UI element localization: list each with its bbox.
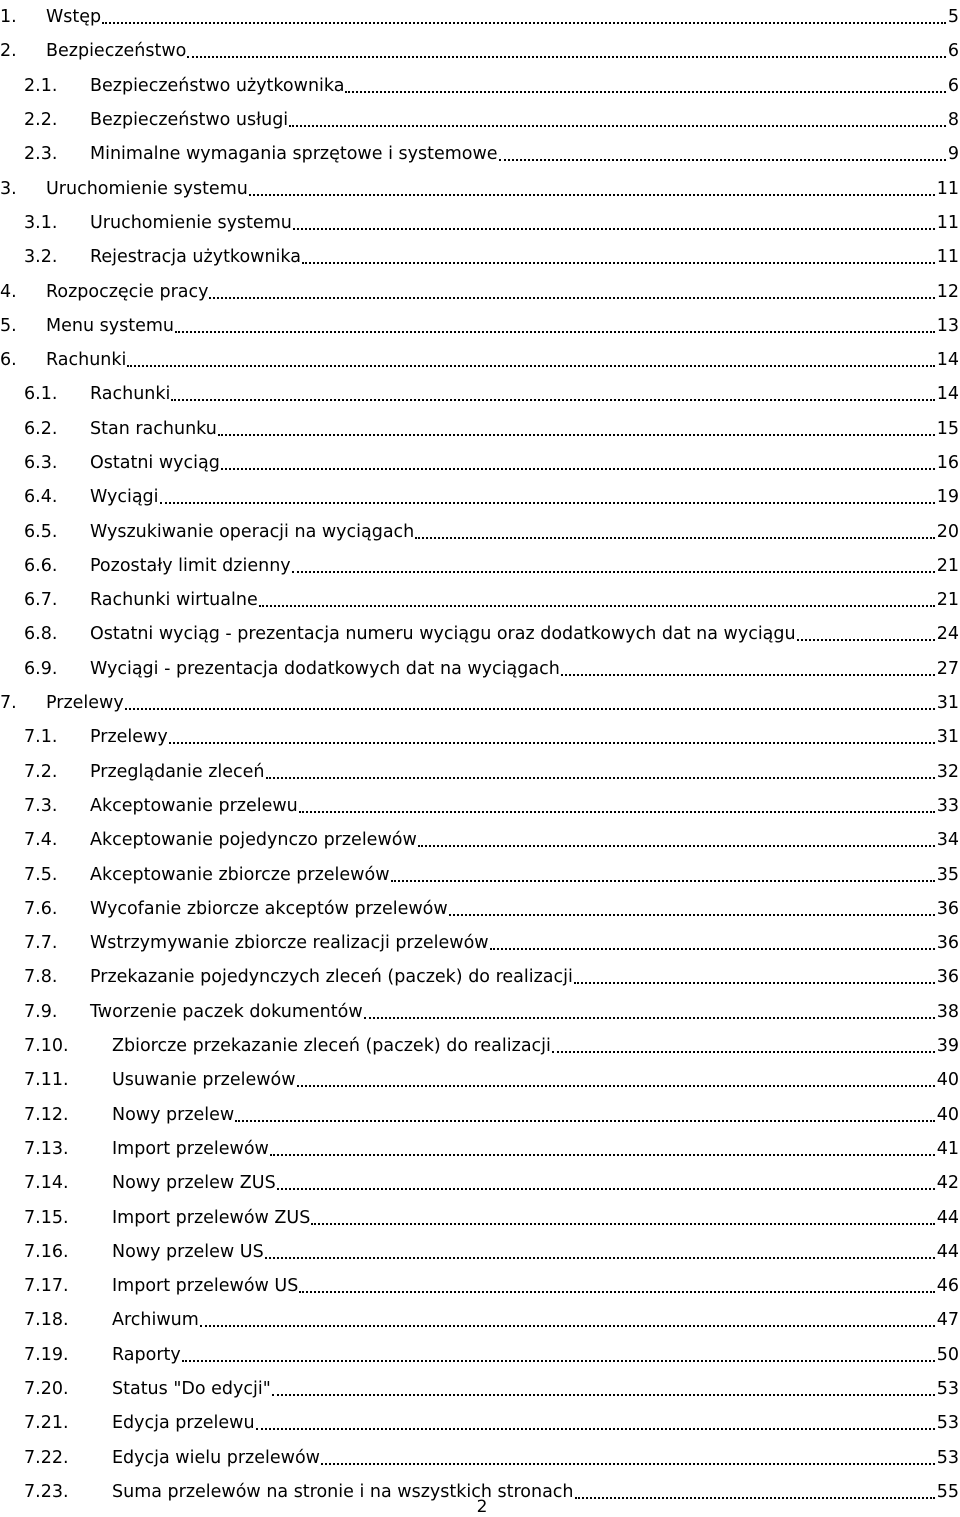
toc-dot-leader (160, 487, 935, 507)
toc-dot-leader (277, 1173, 935, 1193)
toc-entry-number: 7.19. (24, 1344, 69, 1365)
toc-entry[interactable] (0, 926, 960, 960)
toc-entry-title: Rachunki wirtualne (90, 590, 258, 611)
toc-entry[interactable] (0, 549, 960, 583)
toc-entry-number: 1. (0, 7, 17, 28)
toc-entry[interactable] (0, 1235, 960, 1269)
toc-entry-number: 7.16. (24, 1241, 69, 1262)
toc-dot-leader (175, 316, 935, 336)
toc-dot-leader (302, 247, 935, 267)
toc-entry-number: 7.1. (24, 727, 58, 748)
toc-entry[interactable] (0, 583, 960, 617)
toc-dot-leader (187, 41, 946, 61)
toc-dot-leader (102, 7, 946, 27)
toc-entry-title: Akceptowanie pojedynczo przelewów (90, 830, 417, 851)
toc-entry-page: 40 (936, 1104, 959, 1125)
toc-entry-title: Bezpieczeństwo usługi (90, 110, 289, 131)
toc-dot-leader (292, 556, 935, 576)
toc-entry-title: Archiwum (112, 1310, 199, 1331)
toc-entry-number: 7.9. (24, 1001, 58, 1022)
toc-dot-leader (169, 727, 935, 747)
toc-entry-page: 16 (936, 453, 959, 473)
toc-dot-leader (289, 110, 946, 130)
toc-entry-number: 6.2. (24, 418, 58, 439)
toc-entry-title: Menu systemu (46, 315, 174, 336)
toc-entry-number: 2.3. (24, 144, 58, 165)
toc-entry-number: 7.13. (24, 1138, 69, 1159)
toc-dot-leader (499, 144, 946, 164)
toc-entry-page: 35 (936, 864, 959, 885)
toc-dot-leader (797, 624, 935, 644)
toc-dot-leader (221, 453, 935, 473)
toc-entry[interactable] (0, 446, 960, 480)
toc-dot-leader (415, 522, 934, 542)
toc-entry-title: Ostatni wyciąg (90, 453, 220, 473)
toc-entry-number: 6.5. (24, 521, 58, 542)
toc-entry[interactable] (0, 171, 960, 205)
toc-entry-title: Raporty (112, 1344, 181, 1365)
toc-entry-number: 7.12. (24, 1104, 69, 1125)
toc-entry-page: 36 (936, 933, 959, 954)
toc-entry-number: 6.8. (24, 624, 58, 645)
toc-dot-leader (293, 213, 935, 233)
toc-entry-page: 39 (936, 1036, 959, 1057)
toc-entry-number: 7.17. (24, 1276, 69, 1297)
toc-entry-page: 40 (936, 1070, 959, 1091)
toc-entry-title: Akceptowanie przelewu (90, 795, 298, 816)
toc-entry-number: 7.22. (24, 1447, 69, 1468)
toc-entry-number: 5. (0, 315, 17, 336)
toc-dot-leader (259, 590, 935, 610)
toc-entry-number: 6.4. (24, 487, 58, 508)
toc-dot-leader (272, 1379, 935, 1399)
toc-entry-page: 32 (936, 761, 959, 782)
toc-entry-page: 6 (947, 75, 959, 96)
toc-entry[interactable] (0, 1063, 960, 1097)
toc-entry[interactable] (0, 309, 960, 343)
toc-entry[interactable] (0, 1132, 960, 1166)
toc-entry-number: 7.5. (24, 864, 58, 885)
toc-entry-page: 36 (936, 898, 959, 919)
toc-entry-page: 13 (936, 315, 959, 336)
toc-dot-leader (364, 1002, 935, 1022)
toc-entry-number: 7.7. (24, 933, 58, 954)
toc-entry-page: 21 (936, 555, 959, 576)
toc-entry-page: 15 (936, 418, 959, 439)
toc-dot-leader (449, 899, 935, 919)
toc-entry-number: 7.2. (24, 761, 58, 782)
toc-entry-page: 53 (936, 1413, 959, 1434)
toc-entry-page: 41 (936, 1138, 959, 1159)
toc-entry-page: 34 (936, 830, 959, 851)
toc-dot-leader (299, 1276, 934, 1296)
toc-entry-number: 7.14. (24, 1173, 69, 1194)
toc-entry-number: 7.20. (24, 1379, 69, 1400)
toc-entry-number: 6. (0, 350, 17, 371)
toc-entry-page: 27 (936, 658, 959, 679)
toc-entry-number: 7.23. (24, 1481, 69, 1502)
toc-entry-page: 9 (947, 144, 959, 165)
toc-entry-page: 11 (936, 247, 959, 268)
toc-entry-page: 11 (936, 212, 959, 233)
toc-entry-number: 7.10. (24, 1036, 69, 1057)
toc-entry-page: 44 (936, 1241, 959, 1262)
toc-dot-leader (125, 693, 935, 713)
toc-entry-title: Przeglądanie zleceń (90, 761, 265, 782)
toc-entry[interactable] (0, 652, 960, 686)
toc-entry[interactable] (0, 1303, 960, 1337)
page-number: 2 (476, 1497, 488, 1517)
toc-entry-title: Nowy przelew ZUS (112, 1173, 276, 1194)
toc-entry[interactable] (0, 137, 960, 171)
toc-dot-leader (266, 762, 935, 782)
toc-entry-number: 3.1. (24, 212, 58, 233)
toc-entry-title: Wyciągi - prezentacja dodatkowych dat na wyciągach (90, 658, 560, 679)
toc-dot-leader (552, 1036, 935, 1056)
toc-entry[interactable] (0, 1440, 960, 1474)
toc-entry-page: 6 (947, 41, 959, 62)
toc-entry[interactable] (0, 686, 960, 720)
toc-entry[interactable] (0, 377, 960, 411)
toc-entry-title: Uruchomienie systemu (46, 178, 248, 199)
toc-entry-number: 3.2. (24, 247, 58, 268)
toc-entry-title: Rejestracja użytkownika (90, 247, 301, 268)
toc-entry-number: 6.3. (24, 453, 58, 473)
toc-dot-leader (171, 384, 934, 404)
toc-entry-title: Import przelewów (112, 1138, 269, 1159)
toc-entry[interactable] (0, 240, 960, 274)
toc-entry-page: 20 (936, 521, 959, 542)
toc-entry-title: Import przelewów ZUS (112, 1207, 311, 1228)
toc-entry-number: 6.1. (24, 384, 58, 405)
toc-dot-leader (321, 1448, 935, 1468)
toc-entry[interactable] (0, 206, 960, 240)
toc-entry[interactable] (0, 789, 960, 823)
toc-entry[interactable] (0, 823, 960, 857)
toc-entry-page: 46 (936, 1276, 959, 1297)
toc-entry[interactable] (0, 1166, 960, 1200)
toc-entry-page: 5 (947, 7, 959, 28)
toc-entry[interactable] (0, 1029, 960, 1063)
toc-entry-title: Suma przelewów na stronie i na wszystkich stronach (112, 1481, 574, 1502)
toc-entry-title: Nowy przelew US (112, 1241, 264, 1262)
toc-entry[interactable] (0, 1269, 960, 1303)
toc-entry-title: Stan rachunku (90, 418, 217, 439)
toc-entry-number: 7.4. (24, 830, 58, 851)
toc-dot-leader (391, 865, 935, 885)
toc-entry-page: 53 (936, 1379, 959, 1400)
toc-entry[interactable] (0, 343, 960, 377)
toc-entry-title: Status "Do edycji" (112, 1379, 271, 1400)
toc-entry[interactable] (0, 1372, 960, 1406)
toc-entry-page: 14 (936, 350, 959, 371)
toc-entry-title: Pozostały limit dzienny (90, 555, 291, 576)
toc-entry-title: Tworzenie paczek dokumentów (90, 1001, 363, 1022)
toc-entry-title: Bezpieczeństwo użytkownika (90, 75, 345, 96)
toc-entry-title: Nowy przelew (112, 1104, 235, 1125)
toc-entry[interactable] (0, 69, 960, 103)
toc-entry[interactable] (0, 1200, 960, 1234)
toc-entry-number: 2. (0, 41, 17, 62)
toc-entry-title: Ostatni wyciąg - prezentacja numeru wyciągu oraz dodatkowych dat na wyciągu (90, 624, 796, 645)
toc-entry-title: Usuwanie przelewów (112, 1070, 296, 1091)
toc-entry-number: 7.15. (24, 1207, 69, 1228)
toc-entry[interactable] (0, 995, 960, 1029)
toc-dot-leader (265, 1242, 935, 1262)
toc-dot-leader (561, 659, 935, 679)
toc-entry[interactable] (0, 274, 960, 308)
toc-entry-title: Przelewy (90, 727, 168, 748)
toc-entry-page: 36 (936, 967, 959, 988)
toc-entry-page: 19 (936, 487, 959, 508)
toc-entry[interactable] (0, 892, 960, 926)
toc-entry-title: Akceptowanie zbiorcze przelewów (90, 864, 390, 885)
toc-entry-page: 11 (936, 178, 959, 199)
toc-dot-leader (311, 1208, 934, 1228)
toc-entry-title: Wstrzymywanie zbiorcze realizacji przelewów (90, 933, 489, 954)
toc-entry-page: 14 (936, 384, 959, 405)
toc-entry-page: 38 (936, 1001, 959, 1022)
toc-entry-number: 7. (0, 693, 17, 714)
toc-dot-leader (256, 1413, 935, 1433)
toc-dot-leader (182, 1345, 935, 1365)
toc-dot-leader (235, 1105, 934, 1125)
toc-entry-number: 2.1. (24, 75, 58, 96)
toc-entry-number: 3. (0, 178, 17, 199)
toc-entry-page: 21 (936, 590, 959, 611)
toc-dot-leader (345, 76, 945, 96)
toc-dot-leader (490, 933, 935, 953)
toc-entry-page: 47 (936, 1310, 959, 1331)
toc-entry-page: 12 (936, 281, 959, 302)
toc-entry-number: 4. (0, 281, 17, 302)
toc-entry[interactable] (0, 103, 960, 137)
toc-entry-title: Wyciągi (90, 487, 159, 508)
toc-entry[interactable] (0, 480, 960, 514)
toc-dot-leader (127, 350, 934, 370)
toc-entry[interactable] (0, 617, 960, 651)
toc-entry-number: 6.6. (24, 555, 58, 576)
toc-entry-number: 7.6. (24, 898, 58, 919)
toc-dot-leader (418, 830, 935, 850)
toc-entry-number: 6.9. (24, 658, 58, 679)
toc-entry-number: 7.21. (24, 1413, 69, 1434)
toc-entry-number: 2.2. (24, 110, 58, 131)
toc-entry[interactable] (0, 755, 960, 789)
toc-dot-leader (574, 967, 935, 987)
toc-entry[interactable] (0, 0, 960, 34)
toc-entry-page: 24 (936, 624, 959, 645)
toc-entry[interactable] (0, 1098, 960, 1132)
toc-dot-leader (297, 1070, 935, 1090)
toc-entry-title: Zbiorcze przekazanie zleceń (paczek) do realizacji (112, 1036, 551, 1057)
toc-dot-leader (249, 179, 935, 199)
toc-entry-title: Edycja przelewu (112, 1413, 255, 1434)
toc-entry-page: 31 (936, 693, 959, 714)
toc-entry-number: 7.11. (24, 1070, 69, 1091)
toc-entry-title: Import przelewów US (112, 1276, 299, 1297)
toc-entry-number: 6.7. (24, 590, 58, 611)
toc-entry-number: 7.18. (24, 1310, 69, 1331)
toc-dot-leader (200, 1310, 935, 1330)
toc-entry-title: Uruchomienie systemu (90, 212, 292, 233)
toc-entry-number: 7.3. (24, 795, 58, 816)
toc-entry[interactable] (0, 412, 960, 446)
toc-dot-leader (218, 419, 935, 439)
toc-entry-page: 53 (936, 1447, 959, 1468)
toc-entry[interactable] (0, 1338, 960, 1372)
toc-entry[interactable] (0, 720, 960, 754)
toc-entry-title: Rachunki (46, 350, 127, 371)
toc-dot-leader (299, 796, 935, 816)
toc-entry-title: Wstęp (46, 7, 102, 28)
toc-entry-title: Rozpoczęcie pracy (46, 281, 209, 302)
toc-entry-title: Przekazanie pojedynczych zleceń (paczek) do realizacji (90, 967, 573, 988)
toc-entry-page: 55 (936, 1481, 959, 1502)
toc-entry-title: Bezpieczeństwo (46, 41, 187, 62)
toc-entry[interactable] (0, 857, 960, 891)
toc-entry-title: Minimalne wymagania sprzętowe i systemowe (90, 144, 498, 165)
toc-entry-title: Edycja wielu przelewów (112, 1447, 320, 1468)
toc-entry-page: 33 (936, 795, 959, 816)
toc-entry-page: 31 (936, 727, 959, 748)
toc-entry-title: Wycofanie zbiorcze akceptów przelewów (90, 898, 448, 919)
toc-entry-number: 7.8. (24, 967, 58, 988)
toc-dot-leader (270, 1139, 935, 1159)
toc-entry-title: Przelewy (46, 693, 124, 714)
toc-entry-page: 42 (936, 1173, 959, 1194)
toc-entry[interactable] (0, 34, 960, 68)
toc-entry-page: 44 (936, 1207, 959, 1228)
toc-entry-title: Wyszukiwanie operacji na wyciągach (90, 521, 415, 542)
toc-entry[interactable] (0, 514, 960, 548)
toc-entry-page: 8 (947, 110, 959, 131)
toc-dot-leader (209, 282, 934, 302)
toc-entry[interactable] (0, 1406, 960, 1440)
toc-entry-title: Rachunki (90, 384, 171, 405)
toc-entry-page: 50 (936, 1344, 959, 1365)
toc-entry[interactable] (0, 960, 960, 994)
